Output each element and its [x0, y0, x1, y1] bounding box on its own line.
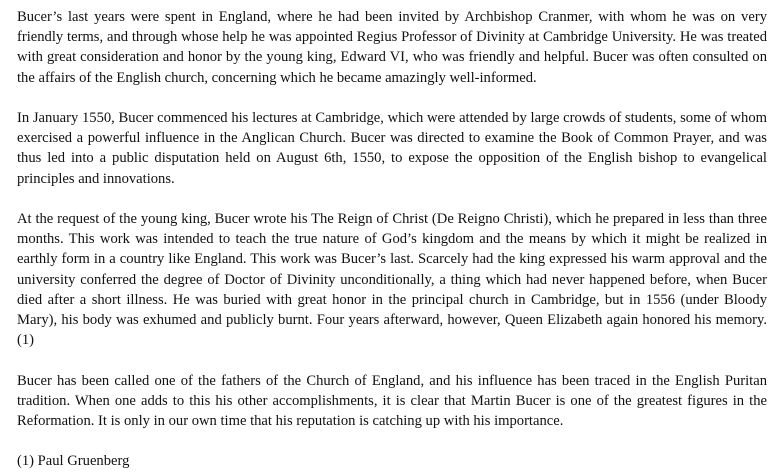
footnote: (1) Paul Gruenberg [17, 453, 130, 470]
paragraph-legacy: Bucer has been called one of the fathers of the Church of England, and his influence has been traced in the English Puritan tradition. When one adds to this his other accomplishments, it is clear that Martin Bucer is one of the greatest figures in the Reformation. It is only in our own time that his reputation is catching up with his importance. [17, 372, 767, 430]
paragraph-cambridge-lectures: In January 1550, Bucer commenced his lectures at Cambridge, which were attended by large crowds of students, some of whom exercised a powerful influence in the Anglican Church. Bucer was directed to examine the Book of Common Prayer, and was thus led into a public disputation held on August 6th, 1550, to expose the opposition of the English bishop to evangelical principles and innovations. [17, 110, 767, 187]
document-body [17, 7, 767, 472]
paragraph-reign-of-christ: At the request of the young king, Bucer wrote his The Reign of Christ (De Reigno Christi), which he prepared in less than three months. This work was intended to teach the true nature of God’s kingdom and the means by which it might be realized in earthly form in a country like England. This work was Bucer’s last. Scarcely had the king expressed his warm approval and the university conferred the degree of Doctor of Divinity unconditionally, a thing which had never happened before, when Bucer died after a short illness. He was buried with great honor in the principal church in Cambridge, but in 1556 (under Bloody Mary), his body was exhumed and publicly burnt. Four years afterward, however, Queen Elizabeth again honored his memory. (1) [17, 211, 767, 349]
paragraph-england: Bucer’s last years were spent in England, where he had been invited by Archbishop Cranmer, with whom he was on very friendly terms, and through whose help he was appointed Regius Professor of Divinity at Cambridge University. He was treated with great consideration and honor by the young king, Edward VI, who was friendly and helpful. Bucer was often consulted on the affairs of the English church, concerning which he became amazingly well-informed. [17, 9, 767, 86]
